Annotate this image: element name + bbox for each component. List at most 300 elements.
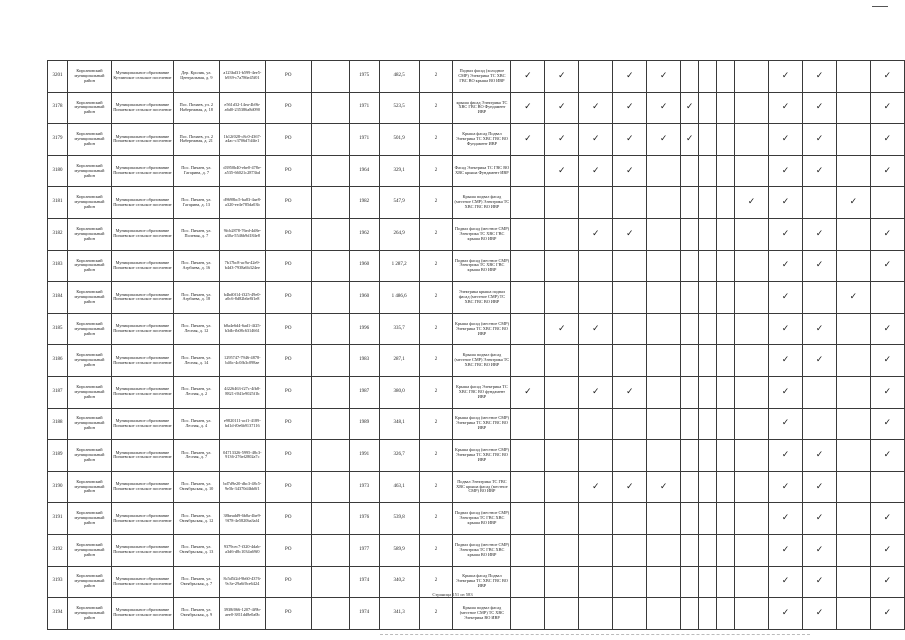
- work-check-cell: [545, 503, 579, 535]
- year-cell: 1975: [349, 61, 379, 93]
- checkmark-icon: ✓: [883, 133, 892, 144]
- year-cell: 1989: [349, 408, 379, 440]
- bottom-scan-line: [380, 634, 810, 635]
- settlement-cell: Муниципальное образование Пичаевское сельское поселение: [111, 534, 173, 566]
- fund-form-cell: РО: [265, 313, 311, 345]
- work-check-cell: [545, 598, 579, 630]
- checkmark-icon: ✓: [558, 70, 566, 81]
- checkmark-icon: ✓: [815, 260, 824, 271]
- checkmark-icon: ✓: [781, 165, 790, 176]
- work-check-cell: [870, 503, 904, 535]
- district-cell: Кирсановский муниципальный район: [67, 187, 111, 219]
- area-cell: 335,7: [379, 313, 419, 345]
- work-check-cell: [870, 471, 904, 503]
- checkmark-icon: ✓: [625, 165, 634, 176]
- address-cell: Пос. Пичаев, ул. Октябрьская, д. 7: [173, 566, 219, 598]
- checkmark-icon: ✓: [883, 386, 892, 397]
- work-check-cell: [647, 313, 681, 345]
- category-cell: 2: [419, 155, 453, 187]
- area-cell: 463,1: [379, 471, 419, 503]
- settlement-cell: Муниципальное образование Пичаевское сельское поселение: [111, 408, 173, 440]
- area-cell: 1 486,6: [379, 282, 419, 314]
- work-check-cell: [511, 61, 545, 93]
- category-cell: 2: [419, 250, 453, 282]
- fund-form-cell: РО: [265, 440, 311, 472]
- work-check-cell: [545, 155, 579, 187]
- work-check-cell: [579, 376, 613, 408]
- works-list-cell: Подвал фасад (местное СМР) Электрика ТС ГВС ХВС крыша ВО ИВР: [453, 503, 511, 535]
- checkmark-icon: ✓: [883, 576, 892, 587]
- table-row: [48, 471, 905, 503]
- area-cell: 380,0: [379, 376, 419, 408]
- checkmark-icon: ✓: [883, 418, 892, 429]
- empty-cell: [311, 471, 349, 503]
- category-cell: 2: [419, 218, 453, 250]
- category-cell: 2: [419, 534, 453, 566]
- settlement-cell: Муниципальное образование Пичаевское сельское поселение: [111, 345, 173, 377]
- year-cell: 1960: [349, 250, 379, 282]
- district-cell: Кирсановский муниципальный район: [67, 566, 111, 598]
- work-check-cell: [717, 187, 735, 219]
- work-check-cell: [647, 250, 681, 282]
- settlement-cell: Муниципальное образование Пичаевское сельское поселение: [111, 313, 173, 345]
- work-check-cell: [769, 313, 803, 345]
- year-cell: 1971: [349, 92, 379, 124]
- work-check-cell: [613, 313, 647, 345]
- work-check-cell: [699, 61, 717, 93]
- settlement-cell: Муниципальное образование Кутлинское сельское поселение: [111, 61, 173, 93]
- work-check-cell: [511, 155, 545, 187]
- works-list-cell: Подвал фасад (холодное СМР) Электрика ТС ХВС ГВС ВО крыша ВО ИВР: [453, 61, 511, 93]
- work-check-cell: [802, 187, 836, 219]
- works-list-cell: крыша фасад Электрика ТС ХВС ГВС ВО Фундамент ИВР: [453, 92, 511, 124]
- checkmark-icon: ✓: [659, 102, 668, 113]
- fias-code-cell: 04713326-5995-48c3-9136-276ef2802a7c: [219, 440, 265, 472]
- settlement-cell: Муниципальное образование Пичаевское сельское поселение: [111, 218, 173, 250]
- works-list-cell: Крыша фасад (местное СМР) Электрика ТС ХВС ГВС ВО ИВР: [453, 408, 511, 440]
- work-check-cell: [579, 61, 613, 93]
- table-row: [48, 345, 905, 377]
- work-check-cell: [836, 534, 870, 566]
- checkmark-icon: ✓: [883, 102, 892, 113]
- checkmark-icon: ✓: [815, 481, 824, 492]
- table-row: [48, 218, 905, 250]
- work-check-cell: [870, 345, 904, 377]
- work-check-cell: [769, 61, 803, 93]
- work-check-cell: [735, 282, 769, 314]
- works-list-cell: Крыша подвал фасад (местное СМР) ТС ХВС Электрика ВО ИВР: [453, 598, 511, 630]
- work-check-cell: [717, 598, 735, 630]
- work-check-cell: [699, 408, 717, 440]
- work-check-cell: [870, 598, 904, 630]
- work-check-cell: [613, 598, 647, 630]
- work-check-cell: [870, 440, 904, 472]
- checkmark-icon: ✓: [592, 133, 600, 144]
- work-check-cell: [613, 250, 647, 282]
- empty-cell: [311, 61, 349, 93]
- work-check-cell: [613, 440, 647, 472]
- area-cell: 348,1: [379, 408, 419, 440]
- work-check-cell: [511, 124, 545, 156]
- district-cell: Кирсановский муниципальный район: [67, 471, 111, 503]
- address-cell: Пос. Пичаев, ул. Гагарина, д. 13: [173, 187, 219, 219]
- work-check-cell: [769, 598, 803, 630]
- work-check-cell: [769, 92, 803, 124]
- work-check-cell: [769, 534, 803, 566]
- empty-cell: [311, 155, 349, 187]
- table-row: [48, 187, 905, 219]
- fund-form-cell: РО: [265, 61, 311, 93]
- work-check-cell: [545, 440, 579, 472]
- checkmark-icon: ✓: [781, 260, 790, 271]
- address-cell: Пос. Пичаев, ул. Октябрьская, д. 9: [173, 598, 219, 630]
- district-cell: Кирсановский муниципальный район: [67, 124, 111, 156]
- works-list-cell: Подвал фасад (местное СМР) Электрика ТС ХВС ГВС крыша ВО ИВР: [453, 218, 511, 250]
- work-check-cell: [717, 440, 735, 472]
- work-check-cell: [769, 218, 803, 250]
- address-cell: Дер. Кролик, ул. Центральная, д. 9: [173, 61, 219, 93]
- checkmark-icon: ✓: [781, 513, 790, 524]
- work-check-cell: [511, 187, 545, 219]
- work-check-cell: [613, 408, 647, 440]
- empty-cell: [311, 345, 349, 377]
- work-check-cell: [870, 187, 904, 219]
- district-cell: Кирсановский муниципальный район: [67, 534, 111, 566]
- fund-form-cell: РО: [265, 408, 311, 440]
- work-check-cell: [769, 408, 803, 440]
- work-check-cell: [802, 250, 836, 282]
- work-check-cell: [699, 440, 717, 472]
- works-list-cell: Крыша фасад Подвал Электрика ТС ХВС ГВС ВО ИВР: [453, 566, 511, 598]
- address-cell: Пос. Пичаев, ул. Октябрьская, д. 13: [173, 534, 219, 566]
- work-check-cell: [699, 313, 717, 345]
- address-cell: Пос. Пичаев, ул. Лесная, д. 2: [173, 376, 219, 408]
- category-cell: 2: [419, 345, 453, 377]
- year-cell: 1991: [349, 440, 379, 472]
- work-check-cell: [647, 61, 681, 93]
- table-row: [48, 376, 905, 408]
- year-cell: 1977: [349, 534, 379, 566]
- work-check-cell: [647, 155, 681, 187]
- checkmark-icon: ✓: [659, 481, 668, 492]
- work-check-cell: [545, 376, 579, 408]
- area-cell: 501,9: [379, 124, 419, 156]
- checkmark-icon: ✓: [747, 197, 756, 208]
- area-cell: 341,3: [379, 598, 419, 630]
- work-check-cell: [836, 187, 870, 219]
- empty-cell: [311, 250, 349, 282]
- works-list-cell: Крыша подвал фасад (местное СМР) Электрика ТС ХВС ГВС ВО ИВР: [453, 345, 511, 377]
- checkmark-icon: ✓: [558, 323, 566, 334]
- checkmark-icon: ✓: [883, 70, 892, 81]
- checkmark-icon: ✓: [781, 197, 790, 208]
- work-check-cell: [836, 155, 870, 187]
- work-check-cell: [699, 155, 717, 187]
- area-cell: 539,8: [379, 503, 419, 535]
- work-check-cell: [717, 534, 735, 566]
- checkmark-icon: ✓: [659, 133, 668, 144]
- table-body: [48, 61, 905, 630]
- area-cell: 523,5: [379, 92, 419, 124]
- works-list-cell: Подвал фасад (местное СМР) Электрика ТС ГВС ХВС крыша ВО ИВР: [453, 534, 511, 566]
- work-check-cell: [735, 61, 769, 93]
- work-check-cell: [545, 313, 579, 345]
- work-check-cell: [836, 313, 870, 345]
- work-check-cell: [613, 345, 647, 377]
- checkmark-icon: ✓: [781, 291, 790, 302]
- category-cell: 2: [419, 124, 453, 156]
- work-check-cell: [735, 345, 769, 377]
- checkmark-icon: ✓: [849, 197, 858, 208]
- fund-form-cell: РО: [265, 187, 311, 219]
- checkmark-icon: ✓: [883, 544, 892, 555]
- work-check-cell: [613, 376, 647, 408]
- work-check-cell: [545, 250, 579, 282]
- work-check-cell: [579, 534, 613, 566]
- work-check-cell: [579, 155, 613, 187]
- year-cell: 1987: [349, 376, 379, 408]
- work-check-cell: [681, 61, 699, 93]
- work-check-cell: [870, 534, 904, 566]
- category-cell: 2: [419, 408, 453, 440]
- checkmark-icon: ✓: [815, 323, 824, 334]
- work-check-cell: [681, 282, 699, 314]
- category-cell: 2: [419, 503, 453, 535]
- work-check-cell: [699, 471, 717, 503]
- row-number-cell: 3179: [48, 124, 68, 156]
- work-check-cell: [579, 345, 613, 377]
- work-check-cell: [735, 92, 769, 124]
- work-check-cell: [769, 471, 803, 503]
- checkmark-icon: ✓: [815, 102, 824, 113]
- checkmark-icon: ✓: [685, 102, 694, 113]
- settlement-cell: Муниципальное образование Пичаевское сельское поселение: [111, 376, 173, 408]
- work-check-cell: [681, 124, 699, 156]
- fund-form-cell: РО: [265, 155, 311, 187]
- works-list-cell: Крыша фасад (местное СМР) Электрика ТС ХВС ГВС ВО ИВР: [453, 313, 511, 345]
- work-check-cell: [647, 124, 681, 156]
- fund-form-cell: РО: [265, 345, 311, 377]
- work-check-cell: [699, 250, 717, 282]
- checkmark-icon: ✓: [781, 449, 790, 460]
- settlement-cell: Муниципальное образование Пичаевское сельское поселение: [111, 155, 173, 187]
- district-cell: Кирсановский муниципальный район: [67, 155, 111, 187]
- category-cell: 2: [419, 313, 453, 345]
- checkmark-icon: ✓: [781, 418, 790, 429]
- checkmark-icon: ✓: [592, 323, 600, 334]
- district-cell: Кирсановский муниципальный район: [67, 250, 111, 282]
- work-check-cell: [699, 92, 717, 124]
- work-check-cell: [802, 471, 836, 503]
- checkmark-icon: ✓: [659, 70, 668, 81]
- address-cell: Пос. Пичаев, ул. Лесная, д. 7: [173, 440, 219, 472]
- checkmark-icon: ✓: [558, 165, 566, 176]
- work-check-cell: [511, 598, 545, 630]
- table-row: [48, 503, 905, 535]
- work-check-cell: [735, 408, 769, 440]
- works-list-cell: Крыша фасад Подвал Электрика ТС ХВС ГВС ВО Фундамент ИВР: [453, 124, 511, 156]
- work-check-cell: [647, 187, 681, 219]
- work-check-cell: [717, 503, 735, 535]
- work-check-cell: [836, 408, 870, 440]
- checkmark-icon: ✓: [815, 513, 824, 524]
- work-check-cell: [802, 534, 836, 566]
- checkmark-icon: ✓: [781, 607, 790, 618]
- work-check-cell: [870, 218, 904, 250]
- work-check-cell: [717, 124, 735, 156]
- category-cell: 2: [419, 187, 453, 219]
- checkmark-icon: ✓: [815, 449, 824, 460]
- work-check-cell: [613, 282, 647, 314]
- area-cell: 264,9: [379, 218, 419, 250]
- work-check-cell: [802, 124, 836, 156]
- work-check-cell: [870, 408, 904, 440]
- checkmark-icon: ✓: [685, 133, 694, 144]
- checkmark-icon: ✓: [883, 355, 892, 366]
- work-check-cell: [647, 408, 681, 440]
- work-check-cell: [511, 503, 545, 535]
- fias-code-cell: 1b12f028-c8c0-4367-a4ac-c3706d7d4fe1: [219, 124, 265, 156]
- checkmark-icon: ✓: [592, 481, 600, 492]
- checkmark-icon: ✓: [781, 544, 790, 555]
- work-check-cell: [647, 598, 681, 630]
- work-check-cell: [579, 124, 613, 156]
- settlement-cell: Муниципальное образование Пичаевское сельское поселение: [111, 92, 173, 124]
- district-cell: Кирсановский муниципальный район: [67, 218, 111, 250]
- work-check-cell: [836, 598, 870, 630]
- work-check-cell: [870, 92, 904, 124]
- row-number-cell: 3187: [48, 376, 68, 408]
- empty-cell: [311, 313, 349, 345]
- year-cell: 1974: [349, 566, 379, 598]
- work-check-cell: [647, 440, 681, 472]
- district-cell: Кирсановский муниципальный район: [67, 376, 111, 408]
- work-check-cell: [717, 282, 735, 314]
- work-check-cell: [802, 92, 836, 124]
- empty-cell: [311, 187, 349, 219]
- works-list-cell: Крыша фасад (местное СМР) Электрика ТС ХВС ГВС ВО ИВР: [453, 440, 511, 472]
- checkmark-icon: ✓: [592, 386, 600, 397]
- empty-cell: [311, 282, 349, 314]
- area-cell: 589,9: [379, 534, 419, 566]
- checkmark-icon: ✓: [524, 386, 532, 397]
- fias-code-cell: d3950b40-ebe0-478e-a535-66021c2873bd: [219, 155, 265, 187]
- work-check-cell: [802, 440, 836, 472]
- work-check-cell: [735, 187, 769, 219]
- work-check-cell: [735, 250, 769, 282]
- checkmark-icon: ✓: [592, 228, 600, 239]
- works-list-cell: Крыша подвал фасад (местное СМР) Электрика ТС ХВС ГВС ВО ИВР: [453, 187, 511, 219]
- checkmark-icon: ✓: [815, 576, 824, 587]
- work-check-cell: [579, 92, 613, 124]
- area-cell: 482,5: [379, 61, 419, 93]
- checkmark-icon: ✓: [883, 323, 892, 334]
- checkmark-icon: ✓: [815, 228, 824, 239]
- work-check-cell: [735, 155, 769, 187]
- work-check-cell: [699, 187, 717, 219]
- work-check-cell: [836, 61, 870, 93]
- area-cell: 329,1: [379, 155, 419, 187]
- work-check-cell: [802, 218, 836, 250]
- fund-form-cell: РО: [265, 598, 311, 630]
- work-check-cell: [769, 282, 803, 314]
- work-check-cell: [579, 408, 613, 440]
- checkmark-icon: ✓: [625, 228, 634, 239]
- work-check-cell: [735, 124, 769, 156]
- row-number-cell: 3191: [48, 503, 68, 535]
- district-cell: Кирсановский муниципальный район: [67, 440, 111, 472]
- address-cell: Пос. Пичаев, ул. Гагарина, д. 7: [173, 155, 219, 187]
- work-check-cell: [681, 313, 699, 345]
- row-number-cell: 3201: [48, 61, 68, 93]
- checkmark-icon: ✓: [815, 544, 824, 555]
- work-check-cell: [681, 440, 699, 472]
- checkmark-icon: ✓: [883, 449, 892, 460]
- work-check-cell: [802, 598, 836, 630]
- work-check-cell: [870, 282, 904, 314]
- checkmark-icon: ✓: [815, 70, 824, 81]
- fund-form-cell: РО: [265, 566, 311, 598]
- area-cell: 287,1: [379, 345, 419, 377]
- checkmark-icon: ✓: [781, 70, 790, 81]
- row-number-cell: 3190: [48, 471, 68, 503]
- row-number-cell: 3189: [48, 440, 68, 472]
- corner-mark: [872, 6, 888, 7]
- table-row: [48, 440, 905, 472]
- work-check-cell: [579, 471, 613, 503]
- work-check-cell: [511, 408, 545, 440]
- fias-code-cell: e561d32-14ea-4b9b-a6d0-235386a8d090: [219, 92, 265, 124]
- work-check-cell: [870, 250, 904, 282]
- work-check-cell: [769, 440, 803, 472]
- work-check-cell: [717, 155, 735, 187]
- checkmark-icon: ✓: [625, 102, 634, 113]
- checkmark-icon: ✓: [781, 228, 790, 239]
- work-check-cell: [647, 218, 681, 250]
- work-check-cell: [699, 503, 717, 535]
- year-cell: 1973: [349, 471, 379, 503]
- work-check-cell: [769, 376, 803, 408]
- category-cell: 2: [419, 92, 453, 124]
- checkmark-icon: ✓: [815, 607, 824, 618]
- fias-code-cell: 8c5d5f2d-9b60-4376-9c3e-29a6f0ce6424: [219, 566, 265, 598]
- row-number-cell: 3181: [48, 187, 68, 219]
- checkmark-icon: ✓: [781, 355, 790, 366]
- fund-form-cell: РО: [265, 92, 311, 124]
- works-list-cell: Крыша фасад Электрика ТС ХВС ГВС ВО фундамент ИВР: [453, 376, 511, 408]
- settlement-cell: Муниципальное образование Пичаевское сельское поселение: [111, 440, 173, 472]
- work-check-cell: [579, 282, 613, 314]
- district-cell: Кирсановский муниципальный район: [67, 92, 111, 124]
- address-cell: Пос. Пичаев, ул. Лесная, д. 4: [173, 408, 219, 440]
- settlement-cell: Муниципальное образование Пичаевское сельское поселение: [111, 187, 173, 219]
- work-check-cell: [579, 313, 613, 345]
- work-check-cell: [681, 250, 699, 282]
- fias-code-cell: 3938f066-1207-4f9b-aee0-3811dd8e0a0b: [219, 598, 265, 630]
- fias-code-cell: bd7d9e20-dbc3-48c5-9e5b-34370d4bb0f1: [219, 471, 265, 503]
- work-check-cell: [681, 376, 699, 408]
- checkmark-icon: ✓: [558, 102, 566, 113]
- work-check-cell: [802, 313, 836, 345]
- work-check-cell: [735, 218, 769, 250]
- category-cell: 2: [419, 566, 453, 598]
- page-number: Страница 151 из 583: [432, 592, 473, 597]
- category-cell: 2: [419, 376, 453, 408]
- work-check-cell: [511, 534, 545, 566]
- settlement-cell: Муниципальное образование Пичаевское сельское поселение: [111, 282, 173, 314]
- work-check-cell: [511, 440, 545, 472]
- work-check-cell: [681, 408, 699, 440]
